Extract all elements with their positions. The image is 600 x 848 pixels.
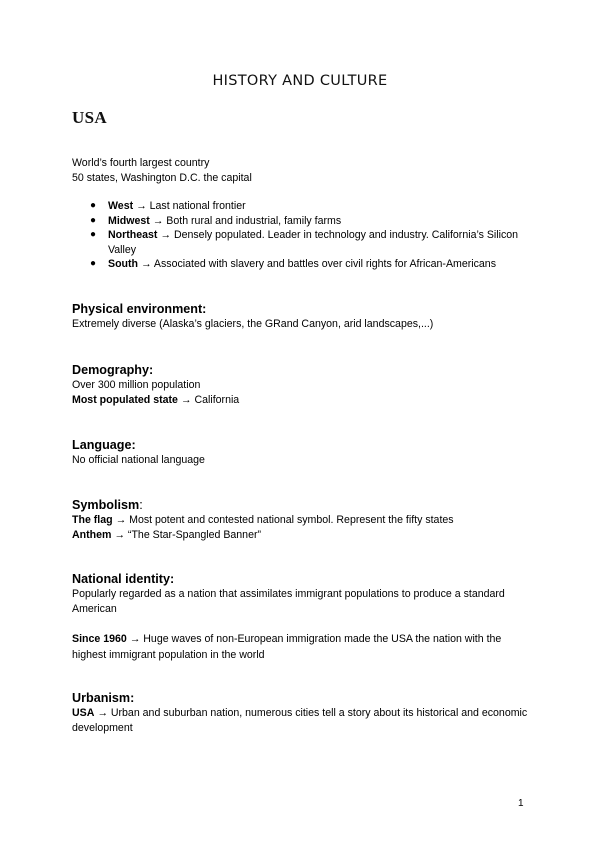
bold-term: Since 1960: [72, 633, 127, 646]
region-text: Last national frontier: [149, 200, 246, 212]
page-title: HISTORY AND CULTURE: [212, 73, 388, 89]
region-text: Associated with slavery and battles over civil rights for African-Americans: [153, 258, 496, 271]
section-text: [72, 632, 532, 662]
section-text: Extremely diverse (Alaska’s glaciers, the GRand Canyon, arid landscapes,...): [72, 318, 434, 330]
region-name: Midwest: [108, 214, 150, 227]
list-item: [90, 199, 520, 214]
urbanism-section: [72, 690, 532, 736]
heading-text: Symbolism: [72, 498, 140, 512]
section-heading: [72, 497, 532, 513]
region-text: Densely populated. Leader in technology and industry. California’s Silicon Valley: [108, 229, 519, 256]
section-text: Over 300 million population: [72, 379, 201, 391]
arrow: →: [136, 200, 147, 212]
intro-line: 50 states, Washington D.C. the capital: [72, 172, 252, 185]
arrow: →: [180, 394, 192, 407]
value-text: California: [194, 394, 240, 407]
bold-term: Most populated state: [72, 394, 178, 407]
region-text: Both rural and industrial, family farms: [166, 214, 342, 227]
section-heading: Physical environment:: [72, 302, 207, 316]
intro-block: [72, 156, 532, 186]
region-name: South: [108, 258, 139, 271]
section-text: [72, 513, 532, 528]
section-text: Popularly regarded as a nation that assimilates immigrant populations to produce a standard American: [72, 588, 505, 616]
term-text: → “The Star-Spangled Banner”: [114, 529, 262, 542]
section-heading: Urbanism:: [72, 691, 135, 705]
country-heading: USA: [72, 108, 107, 127]
arrow: →: [160, 229, 171, 242]
arrow: →: [140, 258, 152, 271]
bold-term: The flag: [72, 514, 113, 526]
intro-line: World’s fourth largest country: [72, 157, 210, 169]
term-text: → Urban and suburban nation, numerous cities tell a story about its historical and economic development: [72, 707, 528, 735]
list-item: [90, 214, 520, 229]
arrow: →: [152, 214, 164, 227]
region-name: West: [108, 200, 134, 212]
section-heading: National identity:: [72, 572, 175, 586]
bullet-icon: ●: [90, 214, 97, 226]
regions-list: [90, 199, 520, 272]
physical-section: [72, 301, 532, 332]
section-heading: Demography:: [72, 363, 154, 377]
bold-term: USA: [72, 707, 95, 719]
term-text: → Huge waves of non-European immigration made the USA the nation with the highest immigrant population in the world: [72, 633, 502, 661]
page-number: 1: [518, 798, 524, 809]
symbolism-section: [72, 497, 532, 543]
region-name: Northeast: [108, 229, 158, 242]
section-text: [72, 706, 532, 736]
heading-colon: :: [139, 498, 143, 512]
section-text: [72, 393, 532, 408]
language-section: [72, 437, 532, 468]
bullet-icon: ●: [90, 229, 97, 241]
section-text: [72, 528, 532, 543]
section-heading: Language:: [72, 438, 136, 452]
identity-section: [72, 571, 532, 663]
demography-section: [72, 362, 532, 408]
bold-term: Anthem: [72, 529, 112, 542]
list-item: [90, 228, 520, 257]
bullet-icon: ●: [90, 200, 97, 211]
list-item: [90, 257, 520, 272]
bullet-icon: ●: [90, 258, 97, 270]
term-text: → Most potent and contested national symbol. Represent the fifty states: [115, 514, 454, 526]
section-text: No official national language: [72, 454, 205, 466]
